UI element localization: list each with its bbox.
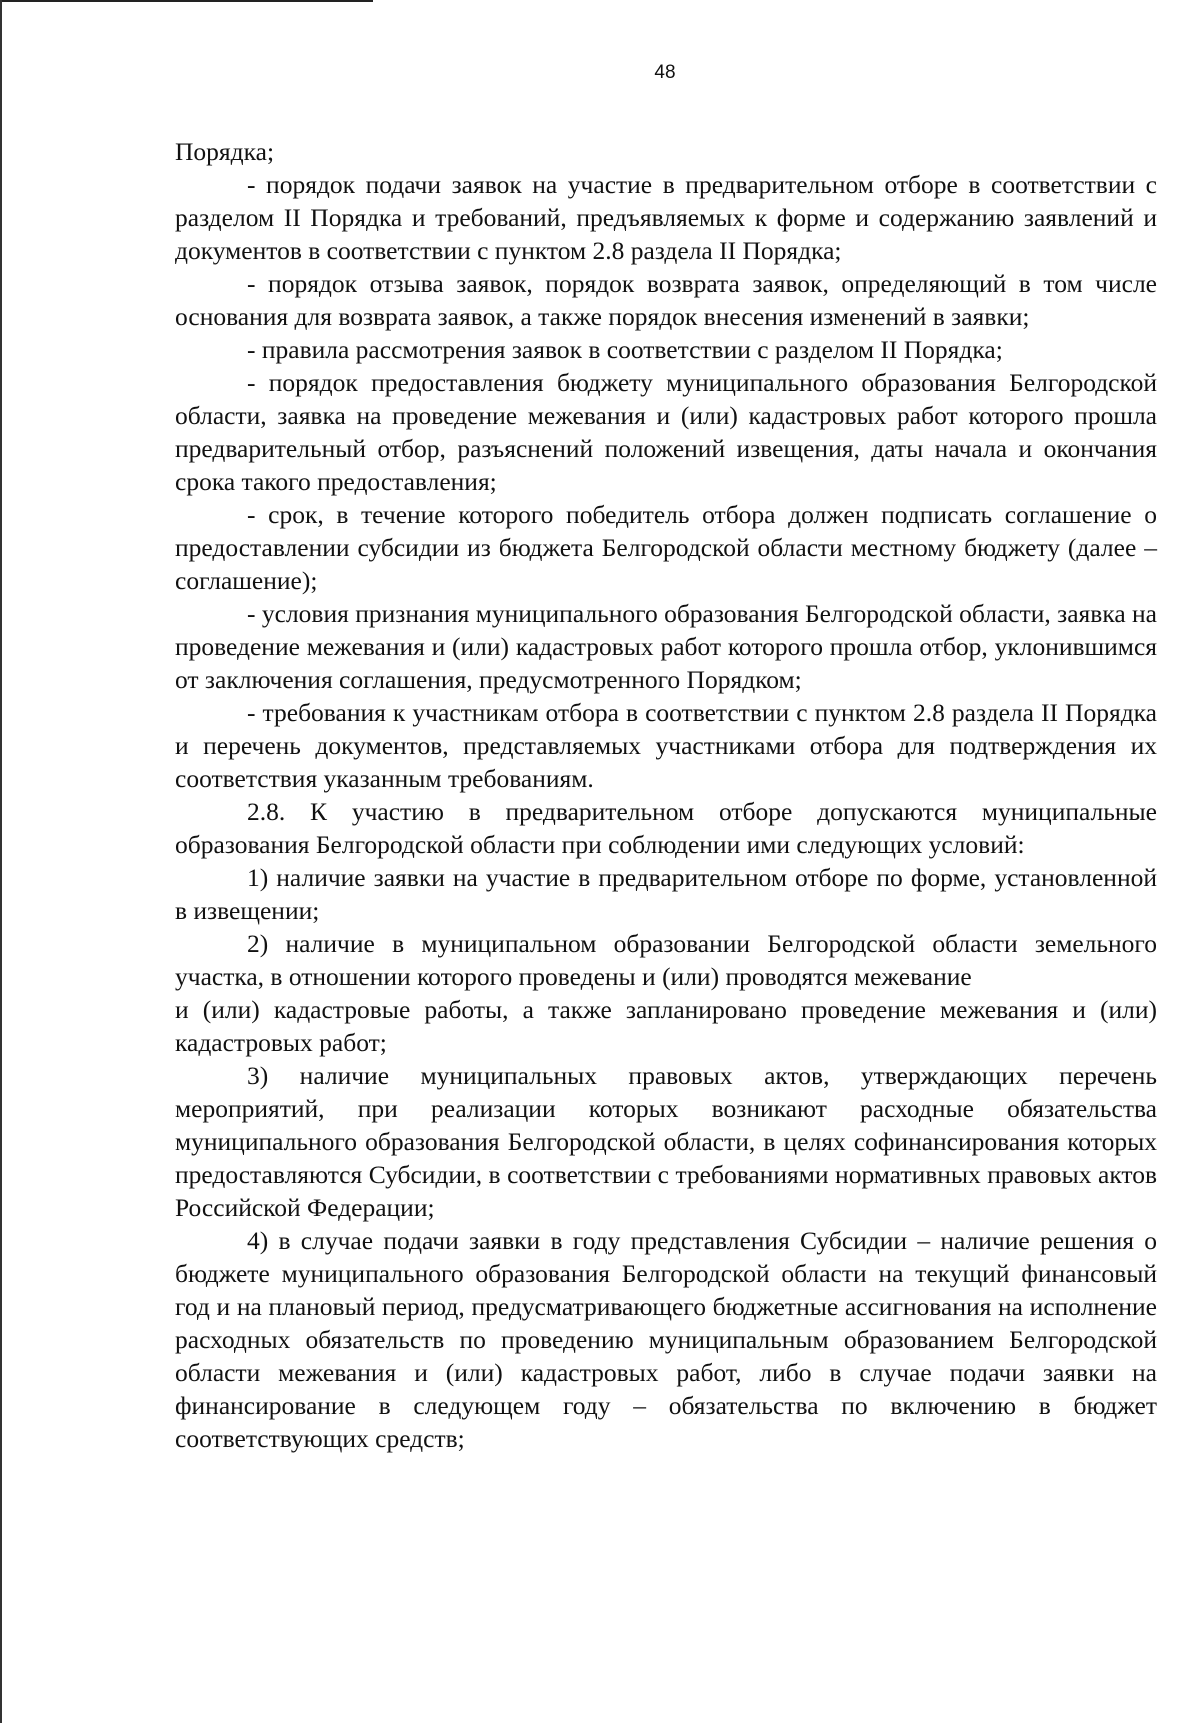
page-number: 48 <box>654 62 676 83</box>
document-body <box>175 135 1157 1455</box>
paragraph: - требования к участникам отбора в соответствии с пунктом 2.8 раздела II Порядка и перечень документов, представляемых участниками отбора для подтверждения их соответствия указанным требованиям. <box>175 698 1157 793</box>
paragraph: 2.8. К участию в предварительном отборе допускаются муниципальные образования Белгородской области при соблюдении ими следующих условий: <box>175 797 1157 859</box>
scan-edge-left <box>0 0 2 1723</box>
paragraph: - порядок отзыва заявок, порядок возврата заявок, определяющий в том числе основания для возврата заявок, а также порядок внесения изменений в заявки; <box>175 269 1157 331</box>
paragraph: - срок, в течение которого победитель отбора должен подписать соглашение о предоставлении субсидии из бюджета Белгородской области местному бюджету (далее – соглашение); <box>175 500 1157 595</box>
paragraph: 3) наличие муниципальных правовых актов, утверждающих перечень мероприятий, при реализации которых возникают расходные обязательства муниципального образования Белгородской области, в целях софинансирования которых предоставляются Субсидии, в соответствии с требованиями нормативных правовых актов Российской Федерации; <box>175 1061 1157 1222</box>
paragraph: 1) наличие заявки на участие в предварительном отборе по форме, установленной в извещении; <box>175 863 1157 925</box>
paragraph: 2) наличие в муниципальном образовании Белгородской области земельного участка, в отношении которого проведены и (или) проводятся межевание <box>175 929 1157 991</box>
paragraph: - правила рассмотрения заявок в соответствии с разделом II Порядка; <box>247 335 1003 364</box>
paragraph: - условия признания муниципального образования Белгородской области, заявка на проведение межевания и (или) кадастровых работ которого прошла отбор, уклонившимся от заключения соглашения, предусмотренного Порядком; <box>175 599 1157 694</box>
paragraph: и (или) кадастровые работы, а также запланировано проведение межевания и (или) кадастровых работ; <box>175 995 1157 1057</box>
paragraph: Порядка; <box>175 137 275 166</box>
paragraph: - порядок подачи заявок на участие в предварительном отборе в соответствии с разделом II Порядка и требований, предъявляемых к форме и содержанию заявлений и документов в соответствии с пунктом 2.8 раздела II Порядка; <box>175 170 1157 265</box>
paragraph: 4) в случае подачи заявки в году представления Субсидии – наличие решения о бюджете муниципального образования Белгородской области на текущий финансовый год и на плановый период, предусматривающего бюджетные ассигнования на исполнение расходных обязательств по проведению муниципальным образованием Белгородской области межевания и (или) кадастровых работ, либо в случае подачи заявки на финансирование в следующем году – обязательства по включению в бюджет соответствующих средств; <box>175 1226 1157 1453</box>
paragraph: - порядок предоставления бюджету муниципального образования Белгородской области, заявка на проведение межевания и (или) кадастровых работ которого прошла предварительный отбор, разъяснений положений извещения, даты начала и окончания срока такого предоставления; <box>175 368 1157 496</box>
scan-edge-top <box>0 0 373 2</box>
